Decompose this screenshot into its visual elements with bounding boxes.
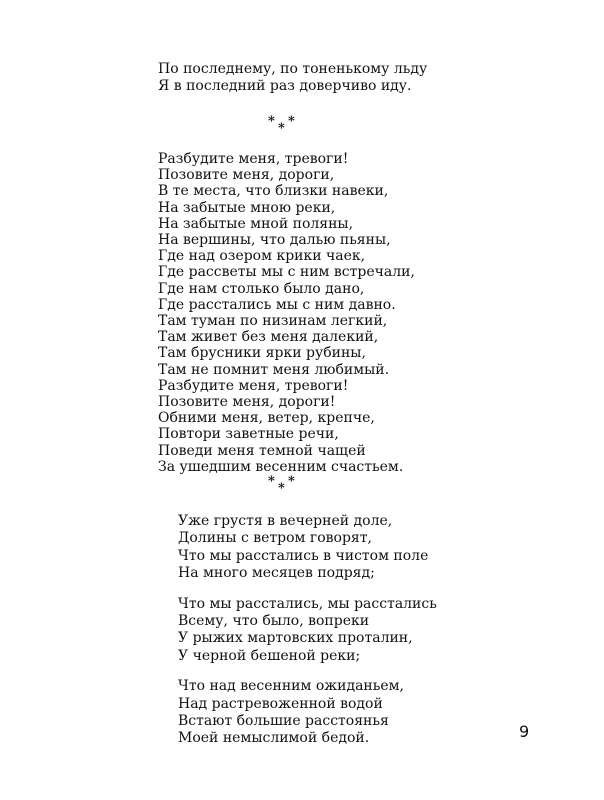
asterisk: *: [278, 121, 285, 136]
verse-line: Там брусники ярки рубины,: [158, 345, 366, 362]
poem-wake-me: [158, 151, 415, 475]
stanza-gap: [178, 665, 437, 678]
stanza: [178, 513, 437, 583]
stanza: [178, 596, 437, 666]
verse-line: Всему, что было, вопреки: [178, 613, 370, 630]
poem-evening: [178, 513, 437, 748]
verse-line: В те места, что близки навеки,: [158, 183, 389, 200]
asterisk: *: [288, 474, 295, 489]
verse-line: На забытые мною реки,: [158, 199, 336, 216]
verse-line: Разбудите меня, тревоги!: [158, 151, 349, 167]
section-separator: [268, 474, 308, 494]
verse-line: По последнему, по тоненькому льду: [158, 61, 428, 77]
verse-line: На вершины, что далью пьяны,: [158, 232, 391, 249]
asterisk: *: [288, 114, 295, 129]
asterisk: *: [268, 114, 275, 129]
section-separator: [268, 114, 308, 134]
verse-line: На много месяцев подряд;: [178, 565, 375, 582]
stanza: [178, 678, 437, 748]
verse-line: Что над весенним ожиданьем,: [178, 678, 405, 695]
verse-line: Повтори заветные речи,: [158, 426, 339, 443]
verse-line: У рыжих мартовских проталин,: [178, 630, 413, 647]
verse-line: Там живет без меня далекий,: [158, 329, 379, 346]
verse-line: Там туман по низинам легкий,: [158, 313, 388, 330]
asterisk: *: [268, 474, 275, 489]
verse-line: Разбудите меня, тревоги!: [158, 377, 349, 394]
verse-line: Моей немыслимой бедой.: [178, 730, 370, 747]
verse-line: Там не помнит меня любимый.: [158, 361, 390, 378]
page-number: 9: [519, 722, 530, 741]
verse-line: Что мы расстались, мы расстались: [178, 595, 437, 612]
verse-line: Где расстались мы с ним давно.: [158, 296, 396, 313]
verse-line: Позовите меня, дороги,: [158, 167, 335, 184]
poem-fragment: [158, 61, 427, 95]
verse-line: На забытые мной поляны,: [158, 215, 354, 232]
verse-line: Долины с ветром говорят,: [178, 530, 372, 547]
stanza-gap: [178, 583, 437, 596]
verse-line: За ушедшим весенним счастьем.: [158, 458, 404, 475]
asterisk: *: [278, 481, 285, 496]
verse-line: Над растревоженной водой: [178, 695, 383, 712]
verse-line: Встают большие расстоянья: [178, 713, 389, 730]
verse-line: Поведи меня темной чащей: [158, 442, 366, 459]
verse-line: Я в последний раз доверчиво иду.: [158, 78, 412, 94]
verse-line: Обними меня, ветер, крепче,: [158, 410, 375, 427]
verse-line: Что мы расстались в чистом поле: [178, 547, 429, 564]
verse-line: Где рассветы мы с ним встречали,: [158, 264, 415, 281]
verse-line: Уже грустя в вечерней доле,: [178, 513, 393, 529]
verse-line: У черной бешеной реки;: [178, 647, 361, 664]
verse-line: Позовите меня, дороги!: [158, 394, 336, 411]
verse-line: Где над озером крики чаек,: [158, 248, 366, 265]
verse-line: Где нам столько было дано,: [158, 280, 365, 297]
